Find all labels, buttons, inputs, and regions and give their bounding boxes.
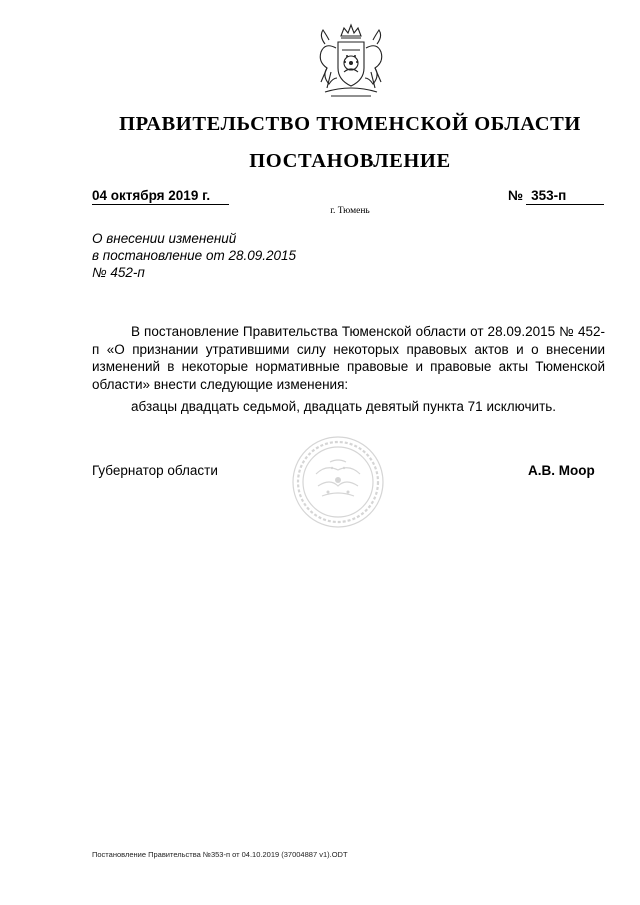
number-sign: №	[508, 188, 524, 203]
number-value: 353-п	[531, 188, 567, 203]
subject-line: № 452-п	[92, 265, 145, 280]
issuing-authority: ПРАВИТЕЛЬСТВО ТЮМЕНСКОЙ ОБЛАСТИ	[119, 113, 581, 135]
subject-line: О внесении изменений	[92, 231, 237, 246]
date-underline	[92, 204, 229, 205]
body-paragraph: В постановление Правительства Тюменской области от 28.09.2015 № 452-п «О признании утратившими силу некоторых правовых актов и о внесении изменений в некоторые нормативные правовые и правовые акты Тюменской области» внести следующие изменения:	[92, 324, 605, 392]
document-number	[508, 188, 566, 203]
document-date: 04 октября 2019 г.	[92, 188, 211, 203]
issuing-city: г. Тюмень	[330, 206, 370, 216]
signatory-name: А.В. Моор	[528, 463, 595, 478]
page-footer: Постановление Правительства №353-п от 04.10.2019 (37004887 v1).ODT	[92, 850, 348, 859]
document-subject	[92, 230, 296, 281]
document-type: ПОСТАНОВЛЕНИЕ	[249, 150, 451, 172]
subject-line: в постановление от 28.09.2015	[92, 248, 297, 263]
signatory-role: Губернатор области	[92, 463, 218, 478]
body-clause: абзацы двадцать седьмой, двадцать девятый пункта 71 исключить.	[131, 399, 557, 414]
official-seal-icon	[290, 434, 386, 530]
number-underline	[526, 204, 604, 205]
coat-of-arms-icon	[305, 22, 397, 104]
